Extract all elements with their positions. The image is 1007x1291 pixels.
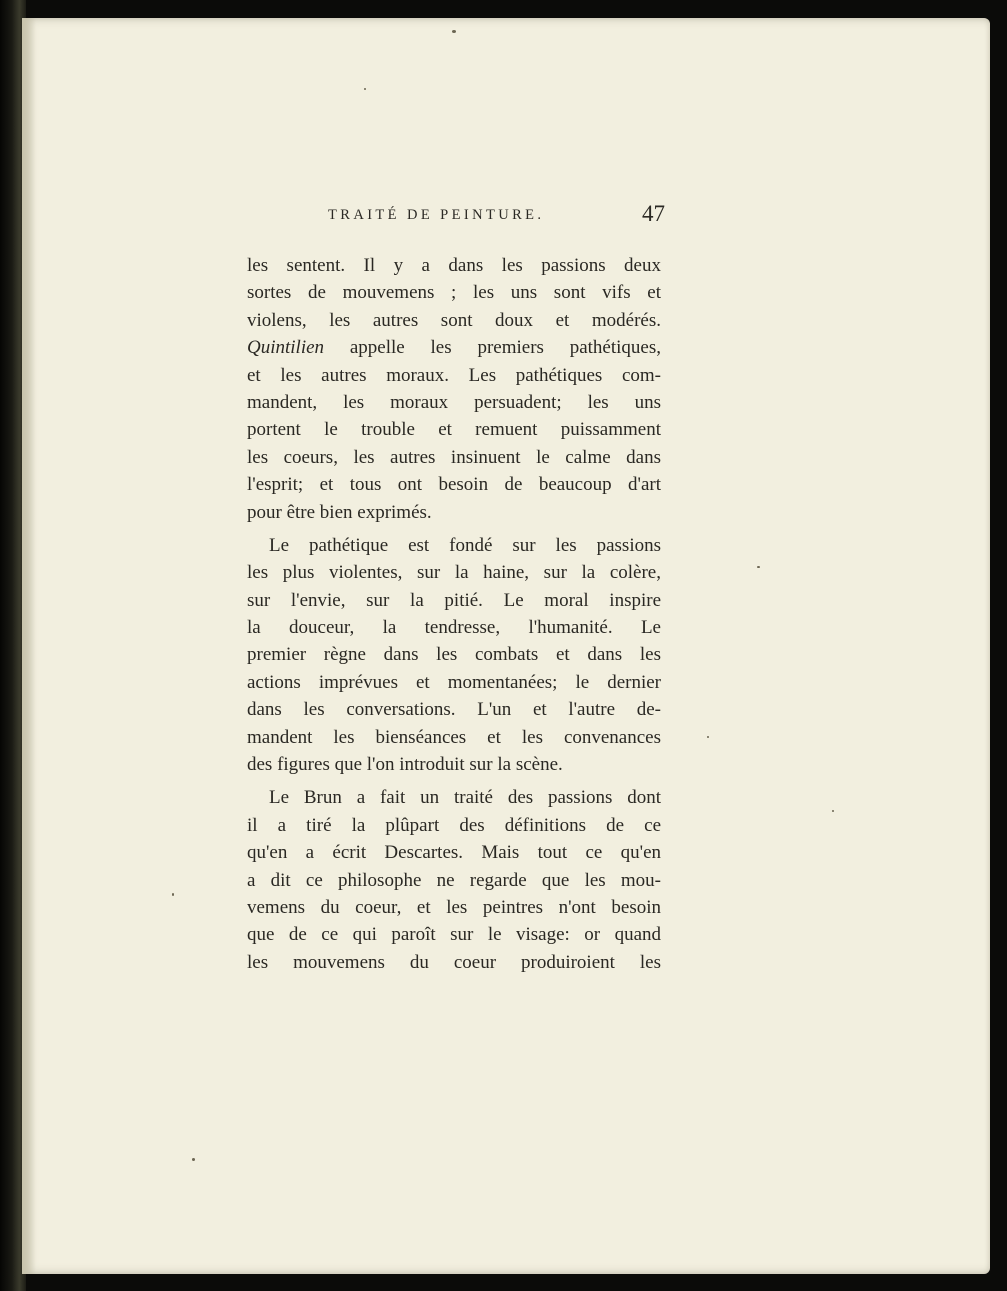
text-line: vemens du coeur, et les peintres n'ont besoin	[247, 896, 661, 918]
text-line: que de ce qui paroît sur le visage: or quand	[247, 924, 661, 946]
text-line: sortes de mouvemens ; les uns sont vifs et	[247, 282, 661, 304]
text-line: portent le trouble et remuent puissamment	[247, 419, 661, 441]
running-head	[246, 201, 686, 241]
paper-speck	[364, 88, 366, 90]
page-gutter-shadow	[22, 18, 36, 1274]
italic-name: Quintilien	[247, 337, 325, 359]
text-line: violens, les autres sont doux et modérés.	[247, 309, 661, 331]
text-line: les plus violentes, sur la haine, sur la colère,	[247, 562, 661, 584]
text-line: mandent, les moraux persuadent; les uns	[247, 391, 661, 413]
text-line: et les autres moraux. Les pathétiques com-	[247, 364, 661, 386]
running-head-title: TRAITÉ DE PEINTURE.	[328, 207, 545, 223]
text-line: premier règne dans les combats et dans les	[247, 644, 661, 666]
text-line: sur l'envie, sur la pitié. Le moral inspire	[247, 589, 661, 611]
paragraph	[247, 252, 661, 526]
book-page	[22, 18, 990, 1274]
text-line: des figures que l'on introduit sur la scène.	[247, 754, 563, 776]
paper-speck	[832, 810, 834, 812]
text-line: Le Brun a fait un traité des passions dont	[269, 787, 661, 809]
text-line: pour être bien exprimés.	[247, 501, 432, 523]
text-line: les coeurs, les autres insinuent le calme dans	[247, 446, 661, 468]
paragraph	[247, 784, 661, 976]
text-line: les sentent. Il y a dans les passions deux	[247, 255, 661, 276]
text-line: a dit ce philosophe ne regarde que les mou-	[247, 869, 661, 891]
line-rest: appelle les premiers pathétiques,	[324, 337, 661, 359]
paragraph	[247, 532, 661, 779]
text-line: il a tiré la plûpart des définitions de ce	[247, 814, 661, 836]
text-line: Le pathétique est fondé sur les passions	[269, 534, 661, 556]
text-line: mandent les bienséances et les convenances	[247, 726, 661, 748]
paper-speck	[707, 736, 709, 738]
text-line: actions imprévues et momentanées; le dernier	[247, 671, 661, 693]
text-line: dans les conversations. L'un et l'autre de-	[247, 699, 661, 721]
text-line: les mouvemens du coeur produiroient les	[247, 951, 661, 973]
text-line: la douceur, la tendresse, l'humanité. Le	[247, 617, 661, 639]
body-text	[247, 252, 661, 976]
text-line	[247, 334, 661, 361]
paper-speck	[192, 1158, 195, 1161]
paper-speck	[452, 30, 456, 33]
text-line: l'esprit; et tous ont besoin de beaucoup d'art	[247, 474, 661, 496]
paper-speck	[757, 566, 760, 568]
paper-speck	[172, 893, 174, 896]
page-number: 47	[642, 201, 665, 226]
text-line: qu'en a écrit Descartes. Mais tout ce qu'en	[247, 842, 661, 864]
